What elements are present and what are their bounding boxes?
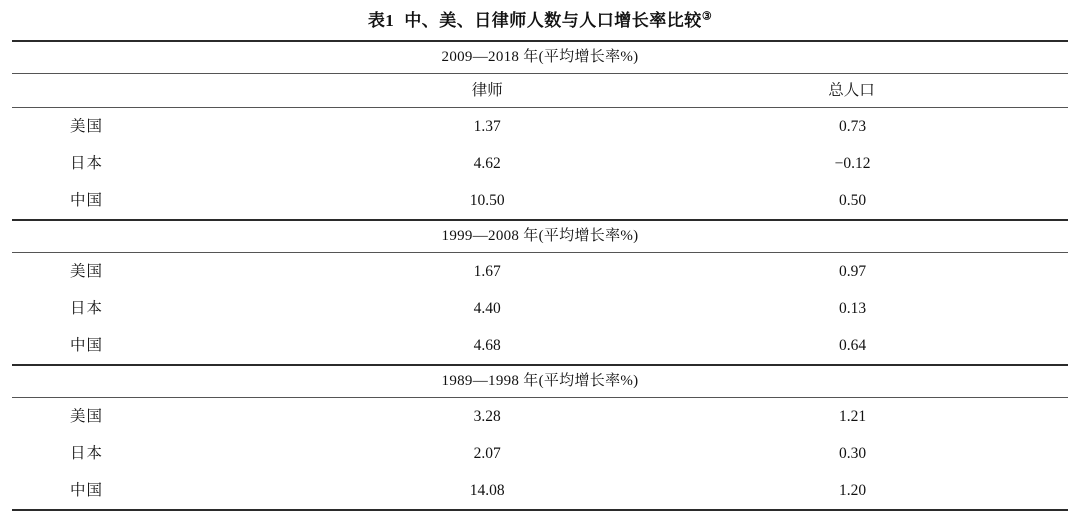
row-region: 美国 <box>12 108 339 146</box>
section-band-label: 2009—2018 年(平均增长率%) <box>12 41 1068 74</box>
section-band-row <box>12 41 1068 74</box>
table-row <box>12 327 1068 365</box>
row-population-value: 0.13 <box>838 300 867 317</box>
row-population-value: −0.12 <box>834 155 871 172</box>
column-header-region <box>12 74 339 108</box>
table-caption-number: 表1 <box>367 11 395 30</box>
table-row <box>12 182 1068 220</box>
column-header-lawyer: 律师 <box>339 74 635 108</box>
row-region: 中国 <box>70 337 104 354</box>
row-lawyer-value: 2.07 <box>473 445 501 462</box>
row-population-value: 0.64 <box>838 337 867 354</box>
row-population-value: 1.21 <box>635 398 1068 436</box>
row-region: 日本 <box>70 445 104 462</box>
table-row <box>12 145 1068 182</box>
row-region: 中国 <box>70 192 104 209</box>
row-region: 日本 <box>70 155 104 172</box>
table-caption <box>10 0 1070 40</box>
row-region: 中国 <box>12 472 339 510</box>
row-lawyer-value: 14.08 <box>339 472 635 510</box>
table-row <box>12 290 1068 327</box>
table-caption-footnote-marker: ③ <box>701 10 713 23</box>
row-population-value: 0.50 <box>838 192 867 209</box>
row-population-value: 1.20 <box>635 472 1068 510</box>
row-region: 日本 <box>70 300 104 317</box>
row-population-value: 0.73 <box>635 108 1068 146</box>
section-band-row <box>12 220 1068 253</box>
table-row <box>12 398 1068 436</box>
row-lawyer-value: 1.37 <box>339 108 635 146</box>
row-population-value: 0.97 <box>635 253 1068 291</box>
section-band-label: 1999—2008 年(平均增长率%) <box>12 220 1068 253</box>
table-row <box>12 253 1068 291</box>
row-lawyer-value: 4.62 <box>473 155 501 172</box>
column-header-population: 总人口 <box>635 74 1068 108</box>
row-population-value: 0.30 <box>838 445 867 462</box>
row-lawyer-value: 10.50 <box>469 192 505 209</box>
row-lawyer-value: 4.40 <box>473 300 501 317</box>
table-row <box>12 435 1068 472</box>
row-region: 美国 <box>12 253 339 291</box>
table-caption-title: 中、美、日律师人数与人口增长率比较 <box>404 11 702 30</box>
section-band-label: 1989—1998 年(平均增长率%) <box>12 365 1068 398</box>
comparison-table <box>12 40 1068 511</box>
table-row <box>12 472 1068 510</box>
row-lawyer-value: 1.67 <box>339 253 635 291</box>
column-header-row <box>12 74 1068 108</box>
row-lawyer-value: 4.68 <box>473 337 501 354</box>
row-region: 美国 <box>12 398 339 436</box>
section-band-row <box>12 365 1068 398</box>
row-lawyer-value: 3.28 <box>339 398 635 436</box>
table-row <box>12 108 1068 146</box>
